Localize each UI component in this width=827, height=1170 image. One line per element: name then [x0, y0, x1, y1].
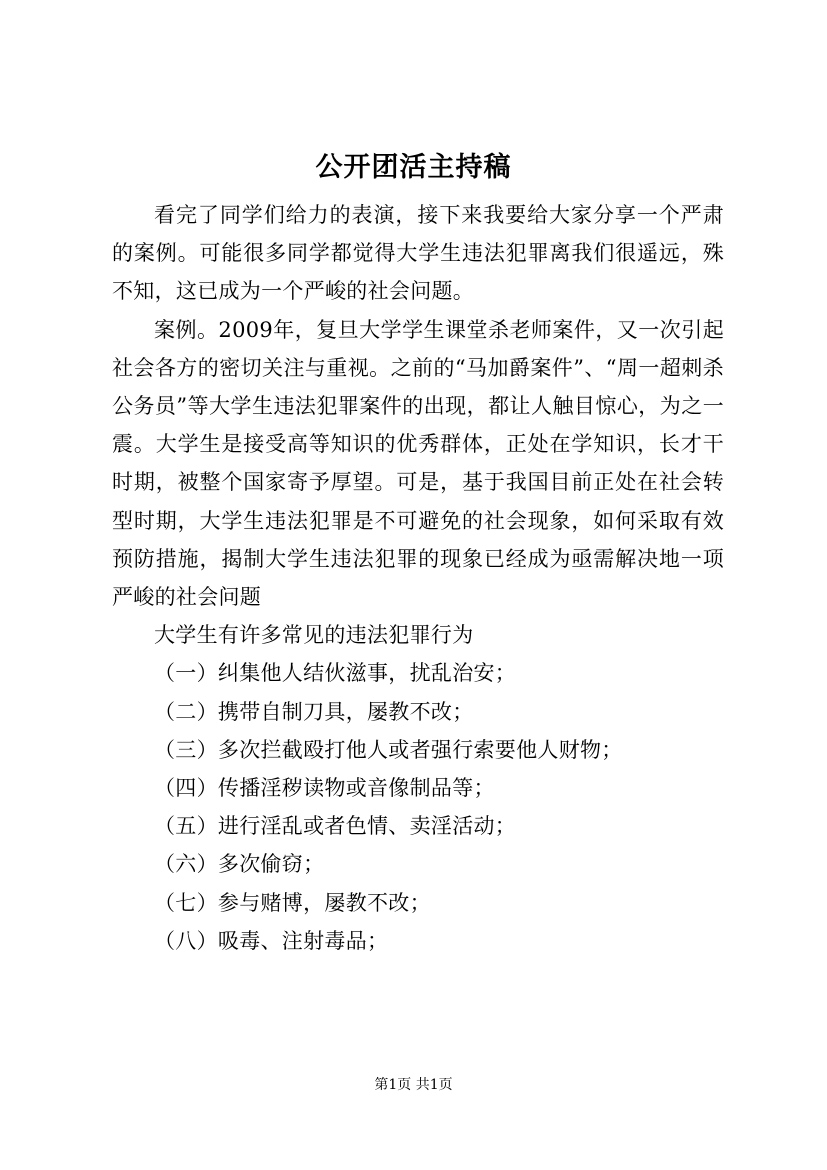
list-item: （二）携带自制刀具，屡教不改； — [154, 699, 474, 724]
list-item: （五）进行淫乱或者色情、卖淫活动； — [154, 814, 517, 839]
list-item: （一）纠集他人结伙滋事，扰乱治安； — [154, 661, 517, 686]
paragraph-list-heading: 大学生有许多常见的违法犯罪行为 — [154, 623, 474, 648]
list-item: （六）多次偷窃； — [154, 852, 325, 877]
paragraph-intro: 看完了同学们给力的表演，接下来我要给大家分享一个严肃的案例。可能很多同学都觉得大学生违法犯罪离我们很遥远，殊不知，这已成为一个严峻的社会问题。 — [112, 203, 724, 304]
list-item: （八）吸毒、注射毒品； — [154, 928, 389, 953]
list-item: （四）传播淫秽读物或音像制品等； — [154, 776, 495, 801]
paragraph-case: 案例。2009年，复旦大学学生课堂杀老师案件，又一次引起社会各方的密切关注与重视。之前的“马加爵案件”、“周一超刺杀公务员”等大学生违法犯罪案件的出现，都让人触目惊心，为之一震。大学生是接受高等知识的优秀群体，正处在学知识，长才干时期，被整个国家寄予厚望。可是，基于我国目前正处在社会转型时期，大学生违法犯罪是不可避免的社会现象，如何采取有效预防措施，揭制大学生违法犯罪的现象已经成为亟需解决地一项严峻的社会问题 — [112, 317, 724, 610]
list-item: （三）多次拦截殴打他人或者强行索要他人财物； — [154, 737, 623, 762]
page-footer: 第1页 共1页 — [374, 1077, 453, 1093]
list-item: （七）参与赌博，屡教不改； — [154, 890, 431, 915]
document-body — [112, 196, 724, 960]
document-title: 公开团活主持稿 — [315, 152, 512, 183]
